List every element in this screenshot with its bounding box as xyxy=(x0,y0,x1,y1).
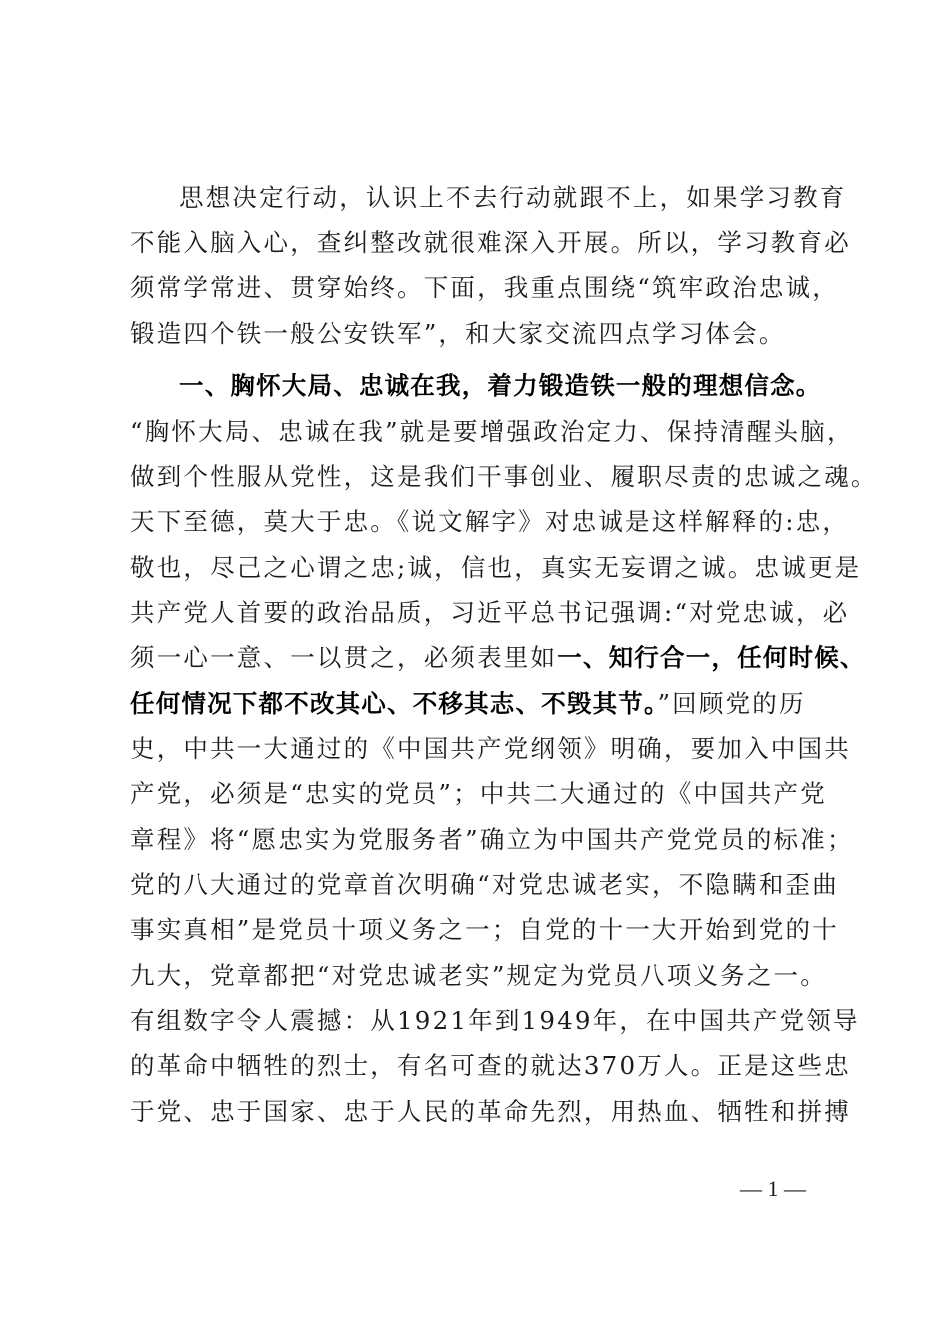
paragraph-line: 思想决定行动，认识上不去行动就跟不上，如果学习教育 xyxy=(179,183,847,212)
section-heading: 一、胸怀大局、忠诚在我，着力锻造铁一般的理想信念。 xyxy=(179,371,822,400)
page-number: — 1 — xyxy=(740,1176,806,1201)
paragraph-line: 产党，必须是“忠实的党员”；中共二大通过的《中国共产党 xyxy=(130,779,827,808)
paragraph-line: 党的八大通过的党章首次明确“对党忠诚老实，不隐瞒和歪曲 xyxy=(130,870,839,899)
plain-text: 须一心一意、一以贯之，必须表里如 xyxy=(130,643,558,672)
paragraph-line: 有组数字令人震撼：从1921年到1949年，在中国共产党领导 xyxy=(130,1006,860,1035)
paragraph-line: 锻造四个铁一般公安铁军”，和大家交流四点学习体会。 xyxy=(130,319,786,348)
paragraph-line-mixed xyxy=(130,638,866,678)
paragraph-line: “胸怀大局、忠诚在我”就是要增强政治定力、保持清醒头脑， xyxy=(130,417,854,446)
paragraph-line-mixed xyxy=(130,684,806,724)
paragraph-line: 事实真相”是党员十项义务之一；自党的十一大开始到党的十 xyxy=(130,915,839,944)
paragraph-line: 九大，党章都把“对党忠诚老实”规定为党员八项义务之一。 xyxy=(130,961,827,990)
paragraph-line: 于党、忠于国家、忠于人民的革命先烈，用热血、牺牲和拼搏 xyxy=(130,1097,851,1126)
paragraph-line: 章程》将“愿忠实为党服务者”确立为中国共产党党员的标准； xyxy=(130,825,854,854)
paragraph-line: 天下至德，莫大于忠。《说文解字》对忠诚是这样解释的:忠， xyxy=(130,507,850,536)
paragraph-line: 史，中共一大通过的《中国共产党纲领》明确，要加入中国共 xyxy=(130,734,851,763)
paragraph-line: 须常学常进、贯穿始终。下面，我重点围绕“筑牢政治忠诚， xyxy=(130,273,839,302)
plain-text: ”回顾党的历 xyxy=(657,689,806,718)
paragraph-line: 的革命中牺牲的烈士，有名可查的就达370万人。正是这些忠 xyxy=(130,1051,851,1080)
paragraph-line: 不能入脑入心，查纠整改就很难深入开展。所以，学习教育必 xyxy=(130,228,851,257)
paragraph-line: 做到个性服从党性，这是我们干事创业、履职尽责的忠诚之魂。 xyxy=(130,462,878,491)
bold-quote-text: 任何情况下都不改其心、不移其志、不毁其节。 xyxy=(130,689,658,718)
paragraph-line: 敬也，尽己之心谓之忠;诚，信也，真实无妄谓之诚。忠诚更是 xyxy=(130,553,862,582)
bold-quote-text: 一、知行合一，任何时候、 xyxy=(557,643,866,672)
paragraph-line: 共产党人首要的政治品质，习近平总书记强调:“对党忠诚，必 xyxy=(130,598,850,627)
